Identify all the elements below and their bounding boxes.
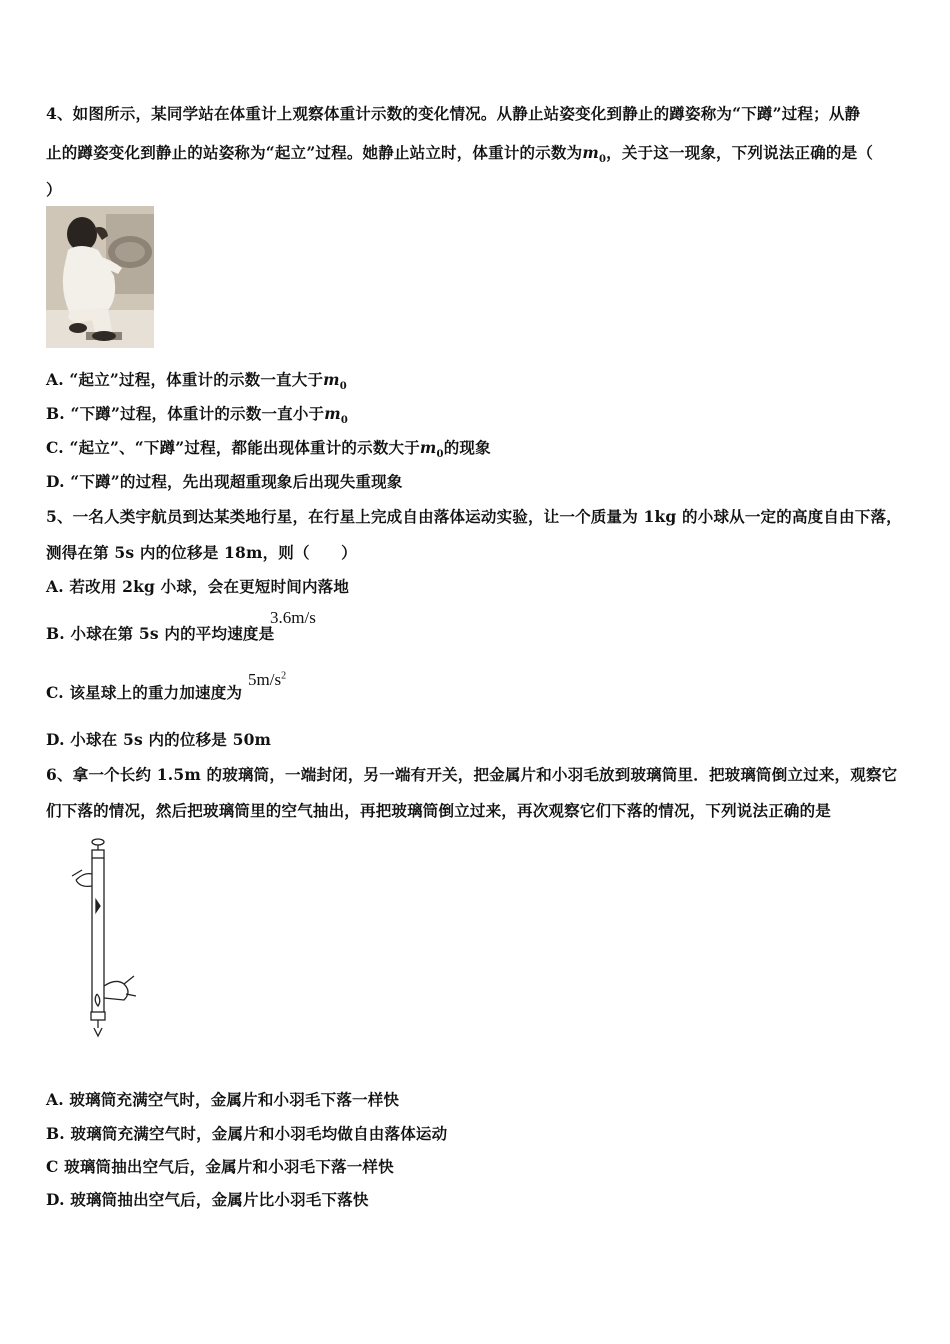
q5-option-c-formula: $5m/s^2$ bbox=[248, 670, 287, 689]
q6-stem-line1: 6、拿一个长约 1.5m 的玻璃筒，一端封闭，另一端有开关，把金属片和小羽毛放到玻璃筒里．把玻璃筒倒立过来，观察它 bbox=[46, 765, 898, 784]
q4-stem-line3: ） bbox=[46, 180, 62, 199]
q6-option-b[interactable]: B. 玻璃筒充满空气时，金属片和小羽毛均做自由落体运动 bbox=[46, 1124, 448, 1143]
q4-option-d[interactable]: D. “下蹲”的过程，先出现超重现象后出现失重现象 bbox=[46, 472, 403, 491]
glass-tube-icon bbox=[62, 836, 142, 1046]
q4-option-c[interactable]: C. “起立”、“下蹲”过程，都能出现体重计的示数大于$m_0$的现象 bbox=[46, 438, 491, 461]
q5-option-b[interactable]: B. 小球在第 5s 内的平均速度是 bbox=[46, 624, 275, 643]
q5-option-c[interactable]: C. 该星球上的重力加速度为 bbox=[46, 683, 243, 702]
q4-stem-line1: 4、如图所示，某同学站在体重计上观察体重计示数的变化情况。从静止站姿变化到静止的蹲姿称为“下蹲”过程；从静 bbox=[46, 104, 861, 123]
q5-option-d[interactable]: D. 小球在 5s 内的位移是 50m bbox=[46, 730, 272, 749]
girl-on-scale-photo bbox=[46, 206, 154, 348]
q4-option-a[interactable]: A. “起立”过程，体重计的示数一直大于$m_0$ bbox=[46, 370, 347, 393]
q5-stem-line2: 测得在第 5s 内的位移是 18m，则（ ） bbox=[46, 543, 357, 562]
q6-option-a[interactable]: A. 玻璃筒充满空气时，金属片和小羽毛下落一样快 bbox=[46, 1090, 400, 1109]
q6-option-d[interactable]: D. 玻璃筒抽出空气后，金属片比小羽毛下落快 bbox=[46, 1190, 369, 1209]
glass-tube-diagram bbox=[62, 836, 142, 1046]
girl-on-scale-illustration bbox=[46, 206, 154, 348]
q4-option-b[interactable]: B. “下蹲”过程，体重计的示数一直小于$m_0$ bbox=[46, 404, 349, 427]
q5-option-a[interactable]: A. 若改用 2kg 小球，会在更短时间内落地 bbox=[46, 577, 350, 596]
q6-stem-line2: 们下落的情况，然后把玻璃筒里的空气抽出，再把玻璃筒倒立过来，再次观察它们下落的情况，下列说法正确的是 bbox=[46, 801, 832, 820]
q5-stem-line1: 5、一名人类宇航员到达某类地行星，在行星上完成自由落体运动实验，让一个质量为 1kg 的小球从一定的高度自由下落， bbox=[46, 507, 902, 526]
q5-option-b-formula: 3.6m/s bbox=[270, 608, 316, 627]
mass-symbol: m bbox=[582, 143, 599, 162]
q4-stem-line2: 止的蹲姿变化到静止的站姿称为“起立”过程。她静止站立时，体重计的示数为$m_0$，关于这一现象，下列说法正确的是（ bbox=[46, 143, 874, 166]
q6-option-c[interactable]: C 玻璃筒抽出空气后，金属片和小羽毛下落一样快 bbox=[46, 1157, 394, 1176]
